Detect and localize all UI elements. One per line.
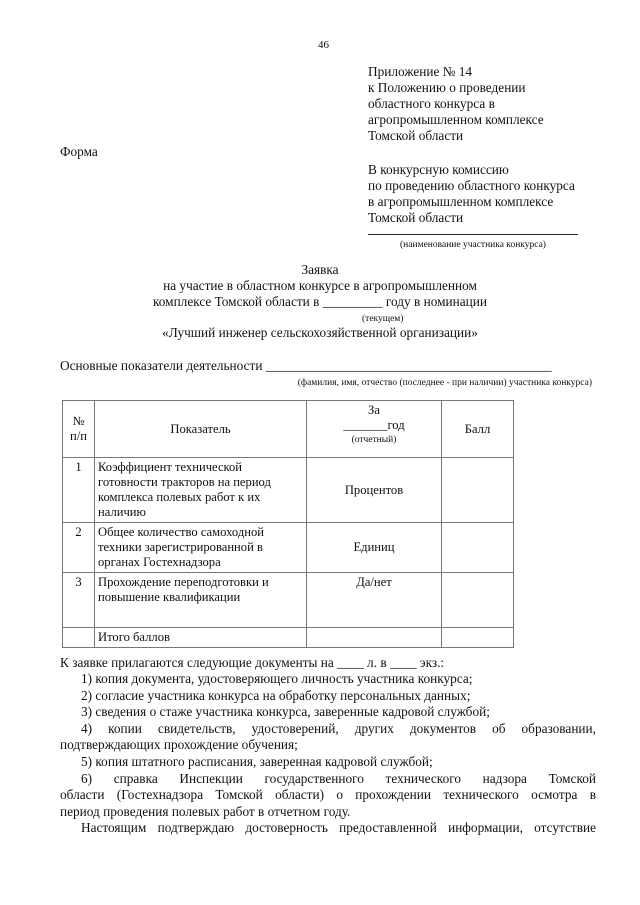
row-unit: Да/нет bbox=[307, 573, 442, 628]
row-indicator: Общее количество самоходной техники зарегистрированной в органах Гостехнадзора bbox=[95, 523, 307, 573]
table-row bbox=[63, 523, 514, 573]
attachment-item: 4) копии свидетельств, удостоверений, других документов об образовании, bbox=[81, 721, 596, 736]
indicators-label: Основные показатели деятельности ___________________________________________ bbox=[60, 358, 552, 373]
appendix-line: Приложение № 14 bbox=[368, 64, 472, 79]
addressee-line: Томской области bbox=[368, 210, 464, 225]
header-year bbox=[307, 401, 442, 458]
total-score[interactable] bbox=[442, 628, 514, 648]
indicators-caption: (фамилия, имя, отчество (последнее - при наличии) участника конкурса) bbox=[297, 378, 592, 388]
row-score[interactable] bbox=[442, 573, 514, 628]
indicators-table bbox=[62, 400, 514, 648]
attachment-item-cont: области (Гостехнадзора Томской области) о прохождении технического осмотра в bbox=[60, 787, 596, 802]
subtitle-line: комплексе Томской области в _________ году в номинации bbox=[152, 294, 488, 309]
attachments-intro: К заявке прилагаются следующие документы на ____ л. в ____ экз.: bbox=[60, 655, 445, 670]
addressee-caption: (наименование участника конкурса) bbox=[400, 240, 546, 250]
table-total-row bbox=[63, 628, 514, 648]
row-num: 1 bbox=[63, 458, 95, 523]
page-number: 46 bbox=[318, 39, 329, 51]
nomination: «Лучший инженер сельскохозяйственной организации» bbox=[162, 325, 478, 340]
header-score: Балл bbox=[442, 401, 514, 458]
attachment-item: 6) справка Инспекции государственного технического надзора Томской bbox=[81, 771, 596, 786]
header-year-mid: _______год bbox=[343, 418, 405, 432]
attachment-item: 3) сведения о стаже участника конкурса, заверенные кадровой службой; bbox=[81, 704, 490, 719]
appendix-line: к Положению о проведении bbox=[368, 80, 526, 95]
row-score[interactable] bbox=[442, 523, 514, 573]
form-label: Форма bbox=[60, 144, 98, 159]
addressee-line: В конкурсную комиссию bbox=[368, 162, 509, 177]
total-label: Итого баллов bbox=[95, 628, 307, 648]
addressee-line: в агропромышленном комплексе bbox=[368, 194, 554, 209]
row-unit: Процентов bbox=[307, 458, 442, 523]
attachment-item: 1) копия документа, удостоверяющего личность участника конкурса; bbox=[81, 671, 473, 686]
year-caption: (текущем) bbox=[362, 314, 404, 324]
header-num: № п/п bbox=[63, 401, 95, 458]
header-year-top: За bbox=[368, 403, 380, 417]
addressee-line: по проведению областного конкурса bbox=[368, 178, 575, 193]
appendix-line: Томской области bbox=[368, 128, 464, 143]
row-indicator: Прохождение переподготовки и повышение квалификации bbox=[95, 573, 307, 628]
row-num: 3 bbox=[63, 573, 95, 628]
table-header-row bbox=[63, 401, 514, 458]
attachment-item: 5) копия штатного расписания, заверенная кадровой службой; bbox=[81, 754, 433, 769]
table-row bbox=[63, 458, 514, 523]
table-row bbox=[63, 573, 514, 628]
total-unit bbox=[307, 628, 442, 648]
appendix-line: агропромышленном комплексе bbox=[368, 112, 544, 127]
subtitle-line: на участие в областном конкурсе в агропромышленном bbox=[163, 278, 477, 293]
document-title: Заявка bbox=[301, 262, 339, 277]
header-indicator: Показатель bbox=[95, 401, 307, 458]
row-score[interactable] bbox=[442, 458, 514, 523]
participant-name-line bbox=[368, 234, 578, 235]
attachment-item: 2) согласие участника конкурса на обработку персональных данных; bbox=[81, 688, 471, 703]
attachment-item-cont: подтверждающих прохождение обучения; bbox=[60, 737, 298, 752]
header-year-caption: (отчетный) bbox=[351, 435, 397, 445]
total-num bbox=[63, 628, 95, 648]
row-num: 2 bbox=[63, 523, 95, 573]
row-unit: Единиц bbox=[307, 523, 442, 573]
confirmation-text: Настоящим подтверждаю достоверность предоставленной информации, отсутствие bbox=[81, 820, 596, 835]
row-indicator: Коэффициент технической готовности тракторов на период комплекса полевых работ к их наличию bbox=[95, 458, 307, 523]
appendix-line: областного конкурса в bbox=[368, 96, 495, 111]
attachment-item-cont: период проведения полевых работ в отчетном году. bbox=[60, 804, 351, 819]
